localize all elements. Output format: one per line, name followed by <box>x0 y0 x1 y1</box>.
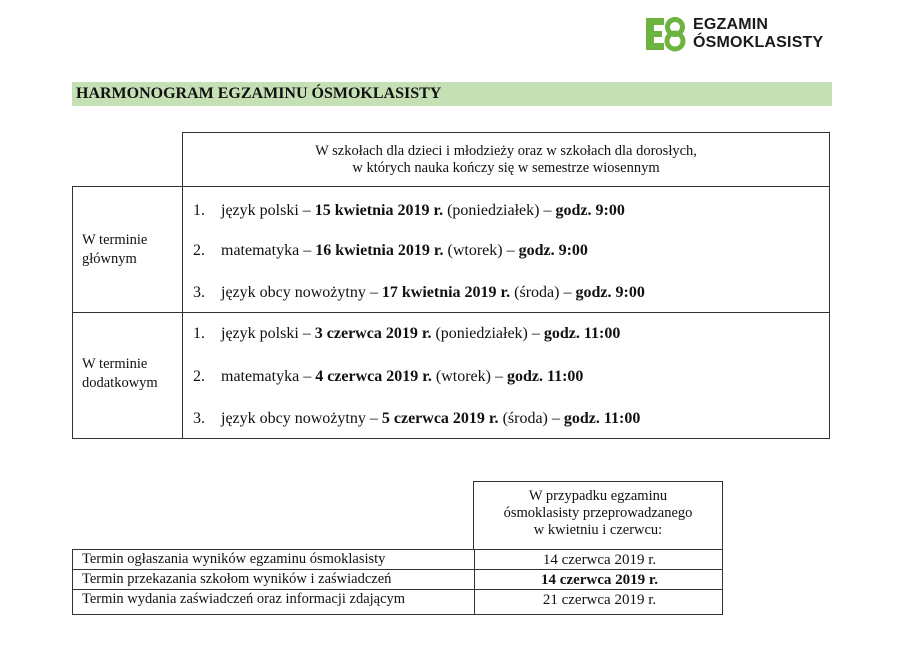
item-number: 1. <box>193 325 205 342</box>
main-term-list <box>182 186 830 313</box>
row-label: Termin wydania zaświadczeń oraz informacji zdającym <box>82 591 406 607</box>
list-item <box>193 202 625 220</box>
e8-logo-icon <box>645 16 687 52</box>
logo-text <box>693 16 823 52</box>
item-number: 3. <box>193 284 205 301</box>
page-title: HARMONOGRAM EGZAMINU ÓSMOKLASISTY <box>76 85 442 102</box>
row-value: 14 czerwca 2019 r. <box>474 550 724 569</box>
results-header-line-3: w kwietniu i czerwcu: <box>533 522 663 538</box>
item-day: (poniedziałek) – <box>443 202 556 219</box>
list-item <box>193 410 640 428</box>
item-time: godz. 9:00 <box>518 242 588 259</box>
logo <box>645 16 823 52</box>
main-term-label-line-1: W terminie <box>82 232 148 248</box>
item-number: 2. <box>193 368 205 385</box>
title-bar <box>72 82 832 106</box>
item-day: (środa) – <box>498 410 564 427</box>
item-time: godz. 9:00 <box>555 202 625 219</box>
item-date: 16 kwietnia 2019 r. <box>315 242 444 259</box>
main-term-label <box>72 186 183 313</box>
item-subject: język polski – <box>221 202 315 219</box>
item-date: 3 czerwca 2019 r. <box>314 325 432 342</box>
row-value: 14 czerwca 2019 r. <box>474 570 724 589</box>
item-number: 3. <box>193 410 205 427</box>
item-time: godz. 11:00 <box>563 410 641 427</box>
item-subject: język obcy nowożytny – <box>221 410 382 427</box>
list-item <box>193 325 620 343</box>
results-table <box>72 481 723 615</box>
item-date: 15 kwietnia 2019 r. <box>314 202 444 219</box>
additional-term-list <box>182 312 830 439</box>
table-row <box>72 589 723 615</box>
item-date: 4 czerwca 2019 r. <box>315 368 432 385</box>
item-number: 2. <box>193 242 205 259</box>
results-header-line-1: W przypadku egzaminu <box>528 488 668 504</box>
logo-line-2: ÓSMOKLASISTY <box>693 34 824 51</box>
item-time: godz. 11:00 <box>543 325 621 342</box>
logo-line-1: EGZAMIN <box>693 16 769 33</box>
results-header-line-2: ósmoklasisty przeprowadzanego <box>503 505 693 521</box>
results-header <box>473 481 723 550</box>
table-row <box>72 549 723 570</box>
item-day: (poniedziałek) – <box>431 325 544 342</box>
additional-term-label-line-2: dodatkowym <box>82 375 158 391</box>
list-item <box>193 284 645 302</box>
row-label: Termin przekazania szkołom wyników i zaświadczeń <box>82 571 392 587</box>
schedule-table <box>72 132 830 439</box>
additional-term-label-line-1: W terminie <box>82 356 148 372</box>
schedule-header <box>182 132 830 187</box>
item-subject: matematyka – <box>221 368 316 385</box>
item-subject: język obcy nowożytny – <box>221 284 382 301</box>
item-day: (środa) – <box>510 284 576 301</box>
item-date: 17 kwietnia 2019 r. <box>381 284 511 301</box>
item-day: (wtorek) – <box>443 242 519 259</box>
schedule-header-line-2: w których nauka kończy się w semestrze wiosennym <box>352 160 660 176</box>
table-row <box>72 569 723 590</box>
main-term-label-line-2: głównym <box>82 251 137 267</box>
schedule-header-line-1: W szkołach dla dzieci i młodzieży oraz w szkołach dla dorosłych, <box>315 143 697 159</box>
item-date: 5 czerwca 2019 r. <box>381 410 499 427</box>
list-item <box>193 368 583 386</box>
item-number: 1. <box>193 202 205 219</box>
item-subject: matematyka – <box>221 242 316 259</box>
item-time: godz. 11:00 <box>506 368 584 385</box>
item-day: (wtorek) – <box>431 368 507 385</box>
list-item <box>193 242 588 260</box>
item-time: godz. 9:00 <box>575 284 645 301</box>
item-subject: język polski – <box>221 325 315 342</box>
additional-term-label <box>72 312 183 439</box>
row-label: Termin ogłaszania wyników egzaminu ósmoklasisty <box>82 551 386 567</box>
row-value: 21 czerwca 2019 r. <box>474 590 724 614</box>
